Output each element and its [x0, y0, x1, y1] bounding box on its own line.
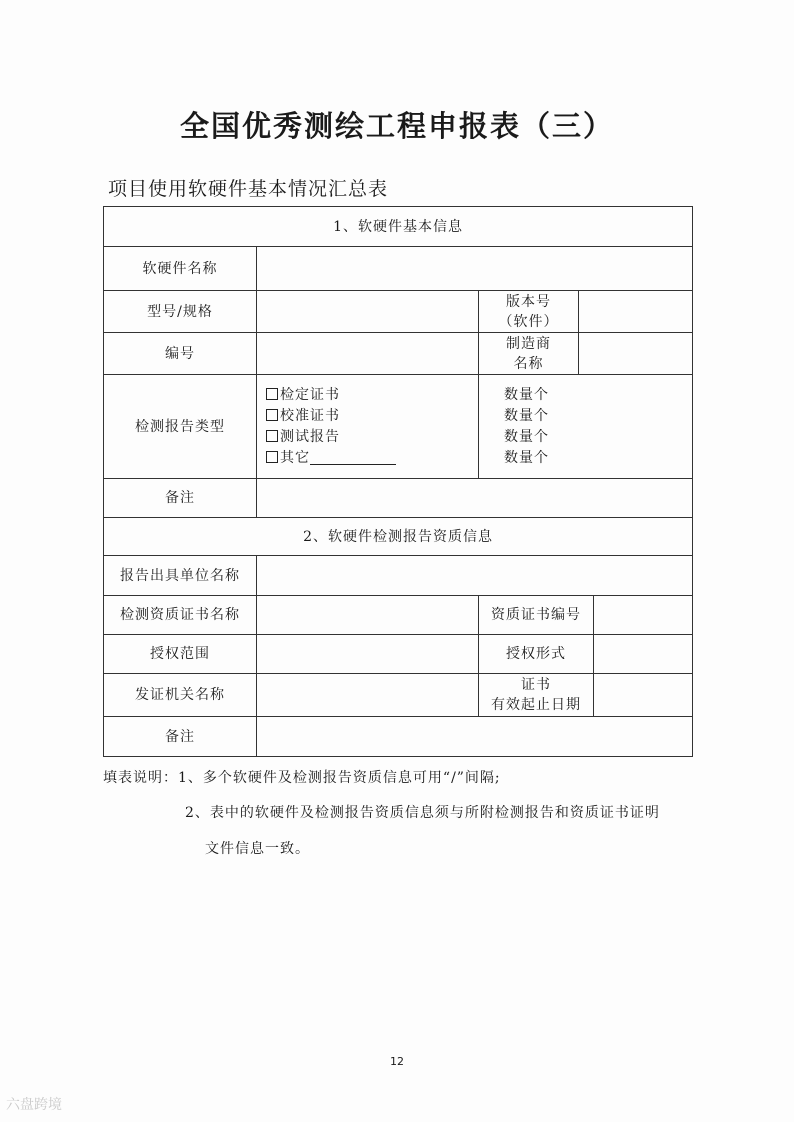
authority-label: 发证机关名称 — [104, 674, 257, 717]
checkbox-icon[interactable] — [266, 409, 278, 421]
report-type-label: 检测报告类型 — [104, 375, 257, 479]
count-verification: 数量个 — [504, 386, 549, 403]
table-subtitle: 项目使用软硬件基本情况汇总表 — [108, 178, 389, 200]
maker-label — [479, 333, 579, 375]
version-label-line1: 版本号 — [506, 293, 551, 310]
qual-name-label: 检测资质证书名称 — [104, 596, 257, 635]
version-field[interactable] — [579, 291, 693, 333]
option-other[interactable] — [266, 448, 478, 469]
maker-label-line1: 制造商 — [506, 335, 551, 352]
qual-no-field[interactable] — [593, 596, 692, 634]
page-title: 全国优秀测绘工程申报表（三） — [179, 109, 614, 143]
validity-field[interactable] — [593, 674, 692, 716]
model-label: 型号/规格 — [104, 291, 257, 333]
report-type-options — [257, 375, 479, 479]
name-field[interactable] — [257, 247, 693, 291]
maker-field[interactable] — [579, 333, 693, 375]
other-blank-field[interactable] — [310, 450, 396, 465]
section1-heading: 1、软硬件基本信息 — [104, 207, 693, 247]
remark1-label: 备注 — [104, 479, 257, 518]
option-label: 其它 — [280, 449, 310, 466]
summary-table — [103, 206, 693, 757]
report-type-counts — [479, 375, 693, 479]
option-label: 测试报告 — [280, 428, 340, 445]
validity-label-line2: 有效起止日期 — [491, 697, 581, 713]
section2-heading: 2、软硬件检测报告资质信息 — [104, 518, 693, 556]
notes-line1: 填表说明：1、多个软硬件及检测报告资质信息可用“/”间隔; — [103, 770, 501, 786]
auth-form-field[interactable] — [593, 635, 692, 673]
count-other: 数量个 — [504, 449, 549, 466]
option-verification[interactable] — [266, 385, 478, 406]
option-label: 校准证书 — [280, 407, 340, 424]
issuer-label: 报告出具单位名称 — [104, 556, 257, 596]
qual-name-field[interactable] — [257, 596, 479, 635]
remark2-label: 备注 — [104, 717, 257, 757]
watermark: 六盘跨境 — [6, 1097, 62, 1113]
scope-label: 授权范围 — [104, 635, 257, 674]
option-calibration[interactable] — [266, 406, 478, 427]
qual-no-label: 资质证书编号 — [491, 607, 581, 623]
validity-label — [479, 675, 593, 715]
version-label — [479, 291, 579, 333]
checkbox-icon[interactable] — [266, 430, 278, 442]
option-label: 检定证书 — [280, 386, 340, 403]
maker-label-line2: 名称 — [513, 355, 544, 372]
serial-label: 编号 — [104, 333, 257, 375]
remark1-field[interactable] — [257, 479, 693, 518]
notes-line3: 文件信息一致。 — [205, 841, 310, 857]
serial-field[interactable] — [257, 333, 479, 375]
scope-field[interactable] — [257, 635, 479, 674]
model-field[interactable] — [257, 291, 479, 333]
name-label: 软硬件名称 — [104, 247, 257, 291]
notes-line2: 2、表中的软硬件及检测报告资质信息须与所附检测报告和资质证书证明 — [185, 805, 660, 821]
remark2-field[interactable] — [257, 717, 693, 757]
auth-form-label: 授权形式 — [506, 646, 566, 662]
issuer-field[interactable] — [257, 556, 693, 596]
version-label-line2: （软件） — [498, 313, 559, 330]
count-test-report: 数量个 — [504, 428, 549, 445]
option-test-report[interactable] — [266, 427, 478, 448]
page-number: 12 — [390, 1055, 404, 1068]
count-calibration: 数量个 — [504, 407, 549, 424]
authority-field[interactable] — [257, 674, 479, 717]
checkbox-icon[interactable] — [266, 388, 278, 400]
validity-label-line1: 证书 — [521, 677, 551, 693]
checkbox-icon[interactable] — [266, 451, 278, 463]
